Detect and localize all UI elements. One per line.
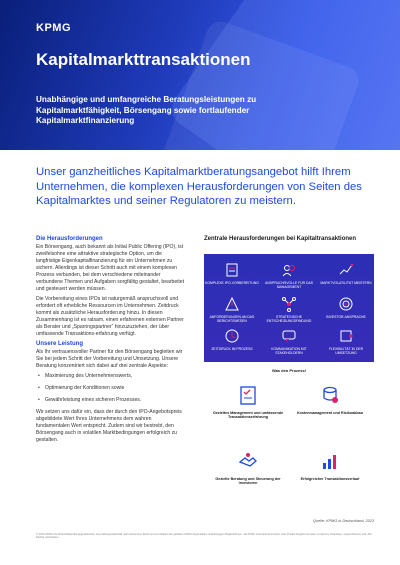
puzzle-icon [338, 328, 354, 344]
challenge-item: FLEXIBILITÄT IN DER UMSETZUNG [318, 328, 374, 356]
coins-icon [290, 384, 370, 408]
lead-text: Unser ganzheitliches Kapitalmarktberatungsangebot hilft Ihrem Unternehmen, die komplexen Herausforderungen von Seiten des Kapitalmarktes und seiner Regulatoren zu meistern. [36, 166, 362, 207]
outcome-item: Kostenmanagement und Risikoabbau [290, 384, 370, 415]
footer-legal: © 2024 KPMG AG Wirtschaftsprüfungsgesellschaft, eine Aktiengesellschaft nach deutschem Recht und ein Mitglied der globalen KPMG-Organisation unabhängiger Mitgliedsfirmen, die KPMG International Limited, einer Private English Company Limited by Guarantee, angeschlossen sind. Alle Rechte vorbehalten. [36, 533, 372, 540]
list-item: • Gewährleistung eines sicheren Prozesses. [36, 397, 186, 404]
handshake-icon [208, 450, 288, 474]
speech-icon [281, 328, 297, 344]
challenge-item: MARKTVOLATILITÄT MEISTERN [318, 262, 374, 285]
chart-icon [338, 262, 354, 278]
header-banner [0, 0, 400, 150]
page-title: Kapitalmarkttransaktionen [36, 50, 251, 69]
challenge-item: ZEITDRUCK IM PROZESS [204, 328, 260, 351]
paragraph: Ein Börsengang, auch bekannt als Initial Public Offering (IPO), ist zweifelsohne eine attraktive strategische Option, um die langfristige Eigenkapitalfinanzierung für ein Unternehmen zu sichern. Allerdings ist dieser Schritt auch mit einem komplexen Prozess verbunden, bei dem verschiedene miteinander verbundene Themen und Aufgaben sorgfältig gestaltet, bearbeitet und gesteuert werden müssen. [36, 244, 185, 292]
kpmg-logo: KPMG [36, 22, 71, 34]
checklist-icon [208, 384, 288, 408]
challenge-item: INVESTOR-ANSPRACHE [318, 296, 374, 319]
infographic-panel [204, 254, 374, 516]
list-item: • Maximierung des Unternehmenswerts, [36, 373, 186, 380]
section-heading: Unsere Leistung [36, 341, 84, 347]
warning-icon [224, 296, 240, 312]
left-column [36, 236, 186, 447]
clock-icon [224, 328, 240, 344]
paragraph: Wir setzen uns dafür ein, dass der durch den IPO-Angebotspreis abgebildete Wert Ihres Unternehmens dem wahren fundamentalen Wert entspricht. Zudem sind wir bestrebt, den Börsengang auch in volatilen Marktbedingungen erfolgreich zu gestalten. [36, 409, 182, 443]
infographic-title: Zentrale Herausforderungen bei Kapitaltransaktionen [204, 236, 357, 242]
paragraph: Als Ihr vertrauensvoller Partner für den Börsengang begleiten wir Sie bei jedem Schritt der Vorbereitung und Umsetzung. Unsere Beratung konzentriert sich dabei auf drei zentrale Aspekte: [36, 349, 183, 369]
document-icon [224, 262, 240, 278]
challenge-item: ANSPRUCHSVOLLE FÜR DAS MANAGEMENT [261, 262, 317, 290]
paragraph: Die Vorbereitung eines IPOs ist naturgemäß anspruchsvoll und erfordert oft erhebliche Ressourcen im Unternehmen. Zeitdruck kommt als zusätzliche Herausforderung hinzu. In diesen Zusammenhang ist es ratsam, einen erfahrenen externen Partner als Berater und „Sparringspartner“ hinzuzuziehen, der über umfassende Transaktions-erfahrung verfügt. [36, 296, 184, 337]
network-icon [281, 296, 297, 312]
challenge-item: KOMPLEXE IPO-VORBEREITUNG [204, 262, 260, 285]
growth-icon [290, 450, 370, 474]
section-heading: Die Herausforderungen [36, 236, 103, 242]
challenge-item: KOMMUNIKATION MIT STAKEHOLDERN [261, 328, 317, 356]
list-item: • Optimierung der Konditionen sowie [36, 385, 186, 392]
bullet-list [36, 373, 186, 404]
outcome-item: Erfolgreicher Transaktionsverlauf [290, 450, 370, 481]
page-subtitle: Unabhängige und umfangreiche Beratungsleistungen zu Kapitalmarktfähigkeit, Börsengang sowie fortlaufender Kapitalmarktfinanzierung [36, 95, 257, 125]
people-icon [281, 262, 297, 278]
outcome-item: Gezieltes Management und umfassende Transaktionserfahrung [208, 384, 288, 420]
challenge-item: STRATEGISCHE ENTSCHEIDUNGSFINDUNG [261, 296, 317, 324]
outcomes-box [204, 362, 374, 516]
outcome-item: Gezielte Beratung und Steuerung der Investoren [208, 450, 288, 486]
target-icon [338, 296, 354, 312]
source-note: Quelle: KPMG in Deutschland, 2023 [313, 519, 374, 523]
outcomes-heading: Was den Prozess! [271, 368, 307, 373]
challenge-item: ANFORDERUNGEN AN DAS BERICHTSWESEN [204, 296, 260, 324]
